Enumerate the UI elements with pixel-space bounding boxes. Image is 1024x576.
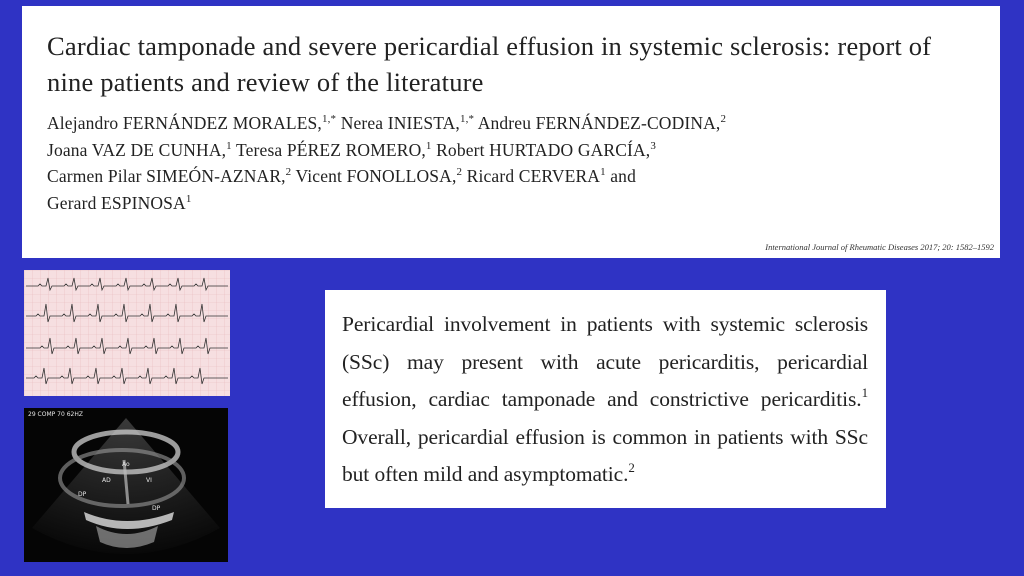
journal-citation: International Journal of Rheumatic Diseases 2017; 20: 1582–1592 [765, 242, 994, 252]
author-name: Gerard ESPINOSA [47, 192, 186, 213]
echocardiogram-image [24, 408, 228, 562]
affiliation-mark: 1,* [321, 113, 337, 125]
abstract-excerpt [325, 290, 886, 508]
affiliation-mark: 1 [600, 166, 606, 178]
author-list [47, 110, 976, 216]
affiliation-mark: 2 [285, 166, 292, 178]
echocardiogram-graphic [24, 408, 228, 562]
paper-header [22, 6, 1000, 258]
author-line [47, 163, 976, 190]
author-name: Vicent FONOLLOSA, [295, 166, 457, 186]
author-name: Nerea INIESTA, [340, 113, 460, 133]
affiliation-mark: 1 [425, 139, 432, 152]
abstract-sentence: Overall, pericardial effusion is common in patients with SSc but often mild and asymptomatic. [342, 424, 868, 486]
author-name: Joana VAZ DE CUNHA, [47, 139, 227, 160]
author-name: Andreu FERNÁNDEZ-CODINA, [477, 113, 721, 133]
author-name: Alejandro FERNÁNDEZ MORALES, [47, 113, 322, 133]
ecg-trace-graphic [24, 270, 230, 396]
abstract-sentence: Pericardial involvement in patients with systemic sclerosis (SSc) may present with acute pericarditis, pericardial effusion, cardiac tamponade and constrictive pericarditis. [342, 312, 868, 411]
author-line [47, 110, 976, 137]
reference-mark: 1 [861, 385, 868, 400]
author-name: Teresa PÉREZ ROMERO, [236, 139, 426, 160]
affiliation-mark: 1 [226, 139, 232, 152]
author-line [47, 137, 976, 164]
echo-label-dp-left: DP [78, 491, 87, 498]
affiliation-mark: 3 [650, 139, 656, 152]
echo-label-ao: Ao [122, 461, 130, 468]
author-name: Ricard CERVERA [466, 166, 601, 186]
echo-label-ad: AD [102, 477, 111, 484]
affiliation-mark: 1,* [459, 113, 475, 125]
author-conjunction: and [610, 166, 636, 186]
ecg-image [24, 270, 230, 396]
affiliation-mark: 1 [185, 192, 192, 205]
abstract-paragraph [342, 306, 868, 494]
reference-mark: 2 [628, 460, 635, 475]
echo-label-vi: VI [146, 477, 152, 484]
author-name: Robert HURTADO GARCÍA, [436, 139, 651, 160]
author-name: Carmen Pilar SIMEÓN-AZNAR, [47, 166, 286, 186]
affiliation-mark: 2 [720, 113, 727, 125]
paper-title: Cardiac tamponade and severe pericardial effusion in systemic sclerosis: report of nine patients and review of the literature [47, 31, 932, 97]
echo-label-dp-bottom: DP [152, 505, 161, 512]
affiliation-mark: 2 [456, 166, 463, 178]
author-line [47, 190, 976, 217]
echo-header-text: 29 COMP 70 62HZ [28, 411, 83, 418]
